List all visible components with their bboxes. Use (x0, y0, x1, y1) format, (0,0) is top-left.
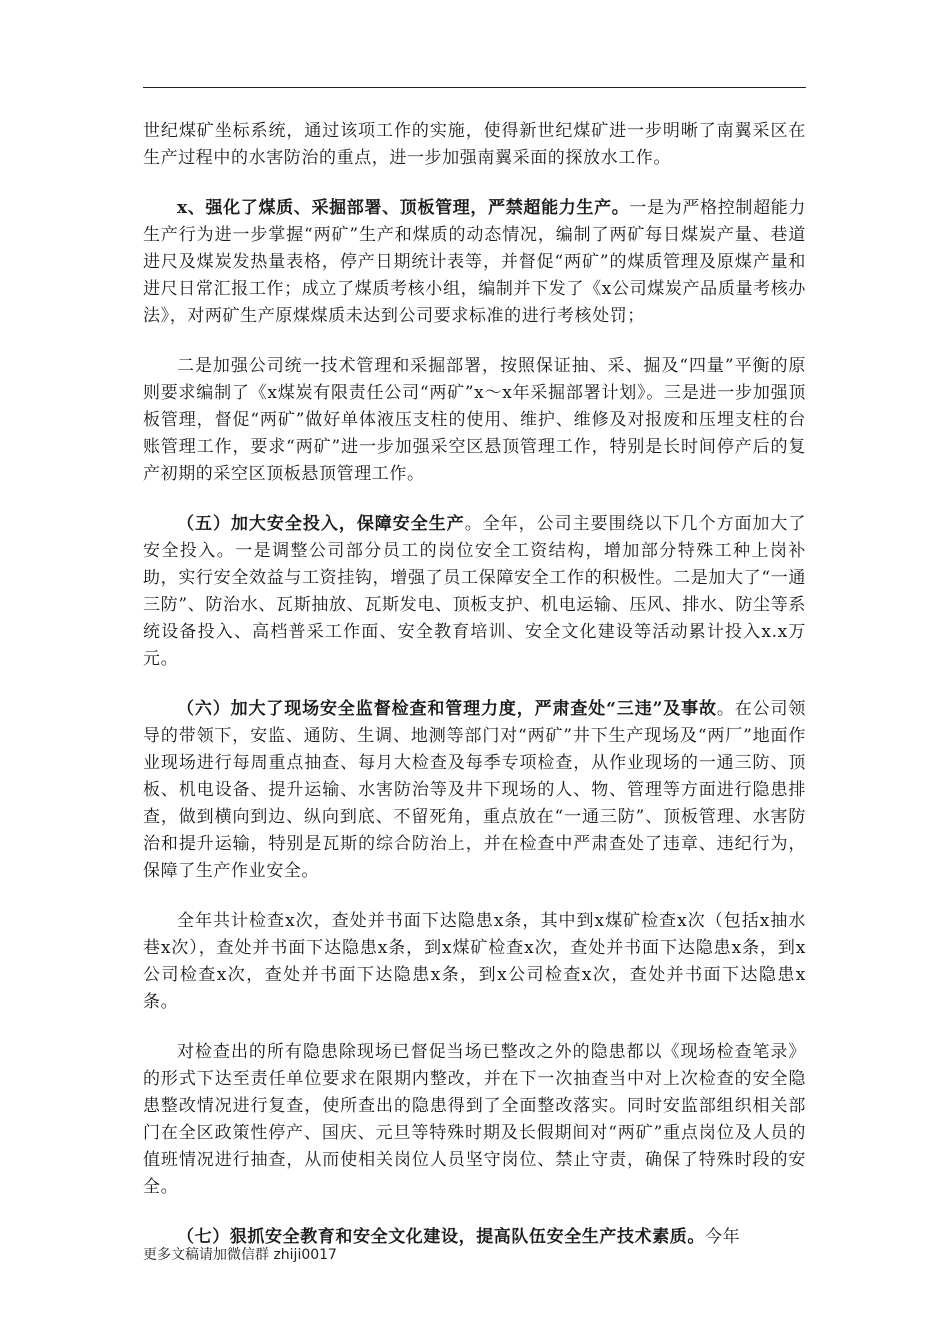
paragraph-2-text: 一是为严格控制超能力生产行为进一步掌握“两矿”生产和煤质的动态情况，编制了两矿每日煤炭产量、巷道进尺及煤炭发热量表格，停产日期统计表等，并督促“两矿”的煤质管理及原煤产量和进尺日常汇报工作；成立了煤质考核小组，编制并下发了《x公司煤炭产品质量考核办法》，对两矿生产原煤煤质未达到公司要求标准的进行考核处罚； (143, 198, 807, 326)
paragraph-6-text: 全年共计检查x次，查处并书面下达隐患x条，其中到x煤矿检查x次（包括x抽水巷x次），查处并书面下达隐患x条，到x煤矿检查x次，查处并书面下达隐患x条，到x公司检查x次，查处并书面下达隐患x条，到x公司检查x次，查处并书面下达隐患x条。 (143, 911, 806, 1012)
paragraph-5-heading: （六）加大了现场安全监督检查和管理力度，严肃查处“三违”及事故 (177, 699, 717, 719)
paragraph-4 (143, 511, 806, 673)
paragraph-6 (143, 908, 806, 1016)
paragraph-8-heading: （七）狠抓安全教育和安全文化建设，提高队伍安全生产技术素质。 (177, 1227, 705, 1247)
paragraph-3-text: 二是加强公司统一技术管理和采掘部署，按照保证抽、采、掘及“四量”平衡的原则要求编制了《x煤炭有限责任公司“两矿”x～x年采掘部署计划》。三是进一步加强顶板管理，督促“两矿”做好单体液压支柱的使用、维护、维修及对报废和压埋支柱的台账管理工作，要求“两矿”进一步加强采空区悬顶管理工作，特别是长时间停产后的复产初期的采空区顶板悬顶管理工作。 (143, 356, 806, 484)
paragraph-7-text: 对检查出的所有隐患除现场已督促当场已整改之外的隐患都以《现场检查笔录》的形式下达至责任单位要求在限期内整改，并在下一次抽查当中对上次检查的安全隐患整改情况进行复查，使所查出的隐患得到了全面整改落实。同时安监部组织相关部门在全区政策性停产、国庆、元旦等特殊时期及长假期间对“两矿”重点岗位及人员的值班情况进行抽查，从而使相关岗位人员坚守岗位、禁止守责，确保了特殊时段的安全。 (143, 1042, 806, 1197)
paragraph-5-text: 。在公司领导的带领下，安监、通防、生调、地测等部门对“两矿”井下生产现场及“两厂”地面作业现场进行每周重点抽查、每月大检查及每季专项检查，从作业现场的一通三防、顶板、机电设备、提升运输、水害防治等及井下现场的人、物、管理等方面进行隐患排查，做到横向到边、纵向到底、不留死角，重点放在“一通三防”、顶板管理、水害防治和提升运输，特别是瓦斯的综合防治上，并在检查中严肃查处了违章、违纪行为，保障了生产作业安全。 (143, 699, 806, 881)
paragraph-8-text: 今年 (705, 1227, 741, 1247)
document-body (143, 118, 806, 1251)
paragraph-5 (143, 696, 806, 885)
paragraph-2 (143, 195, 806, 330)
header-rule (143, 87, 806, 88)
paragraph-4-heading: （五）加大安全投入，保障安全生产 (177, 514, 465, 534)
paragraph-1-text: 世纪煤矿坐标系统，通过该项工作的实施，使得新世纪煤矿进一步明晰了南翼采区在生产过程中的水害防治的重点，进一步加强南翼采面的探放水工作。 (143, 121, 806, 168)
footer-note: 更多文稿请加微信群 zhiji0017 (143, 1247, 337, 1263)
paragraph-1 (143, 118, 806, 172)
paragraph-2-heading: x、强化了煤质、采掘部署、顶板管理，严禁超能力生产。 (177, 198, 630, 218)
paragraph-3 (143, 353, 806, 488)
paragraph-7 (143, 1039, 806, 1201)
paragraph-4-text: 。全年，公司主要围绕以下几个方面加大了安全投入。一是调整公司部分员工的岗位安全工资结构，增加部分特殊工种上岗补助，实行安全效益与工资挂钩，增强了员工保障安全工作的积极性。二是加大了“一通三防”、防治水、瓦斯抽放、瓦斯发电、顶板支护、机电运输、压风、排水、防尘等系统设备投入、高档普采工作面、安全教育培训、安全文化建设等活动累计投入x.x万元。 (143, 514, 806, 669)
